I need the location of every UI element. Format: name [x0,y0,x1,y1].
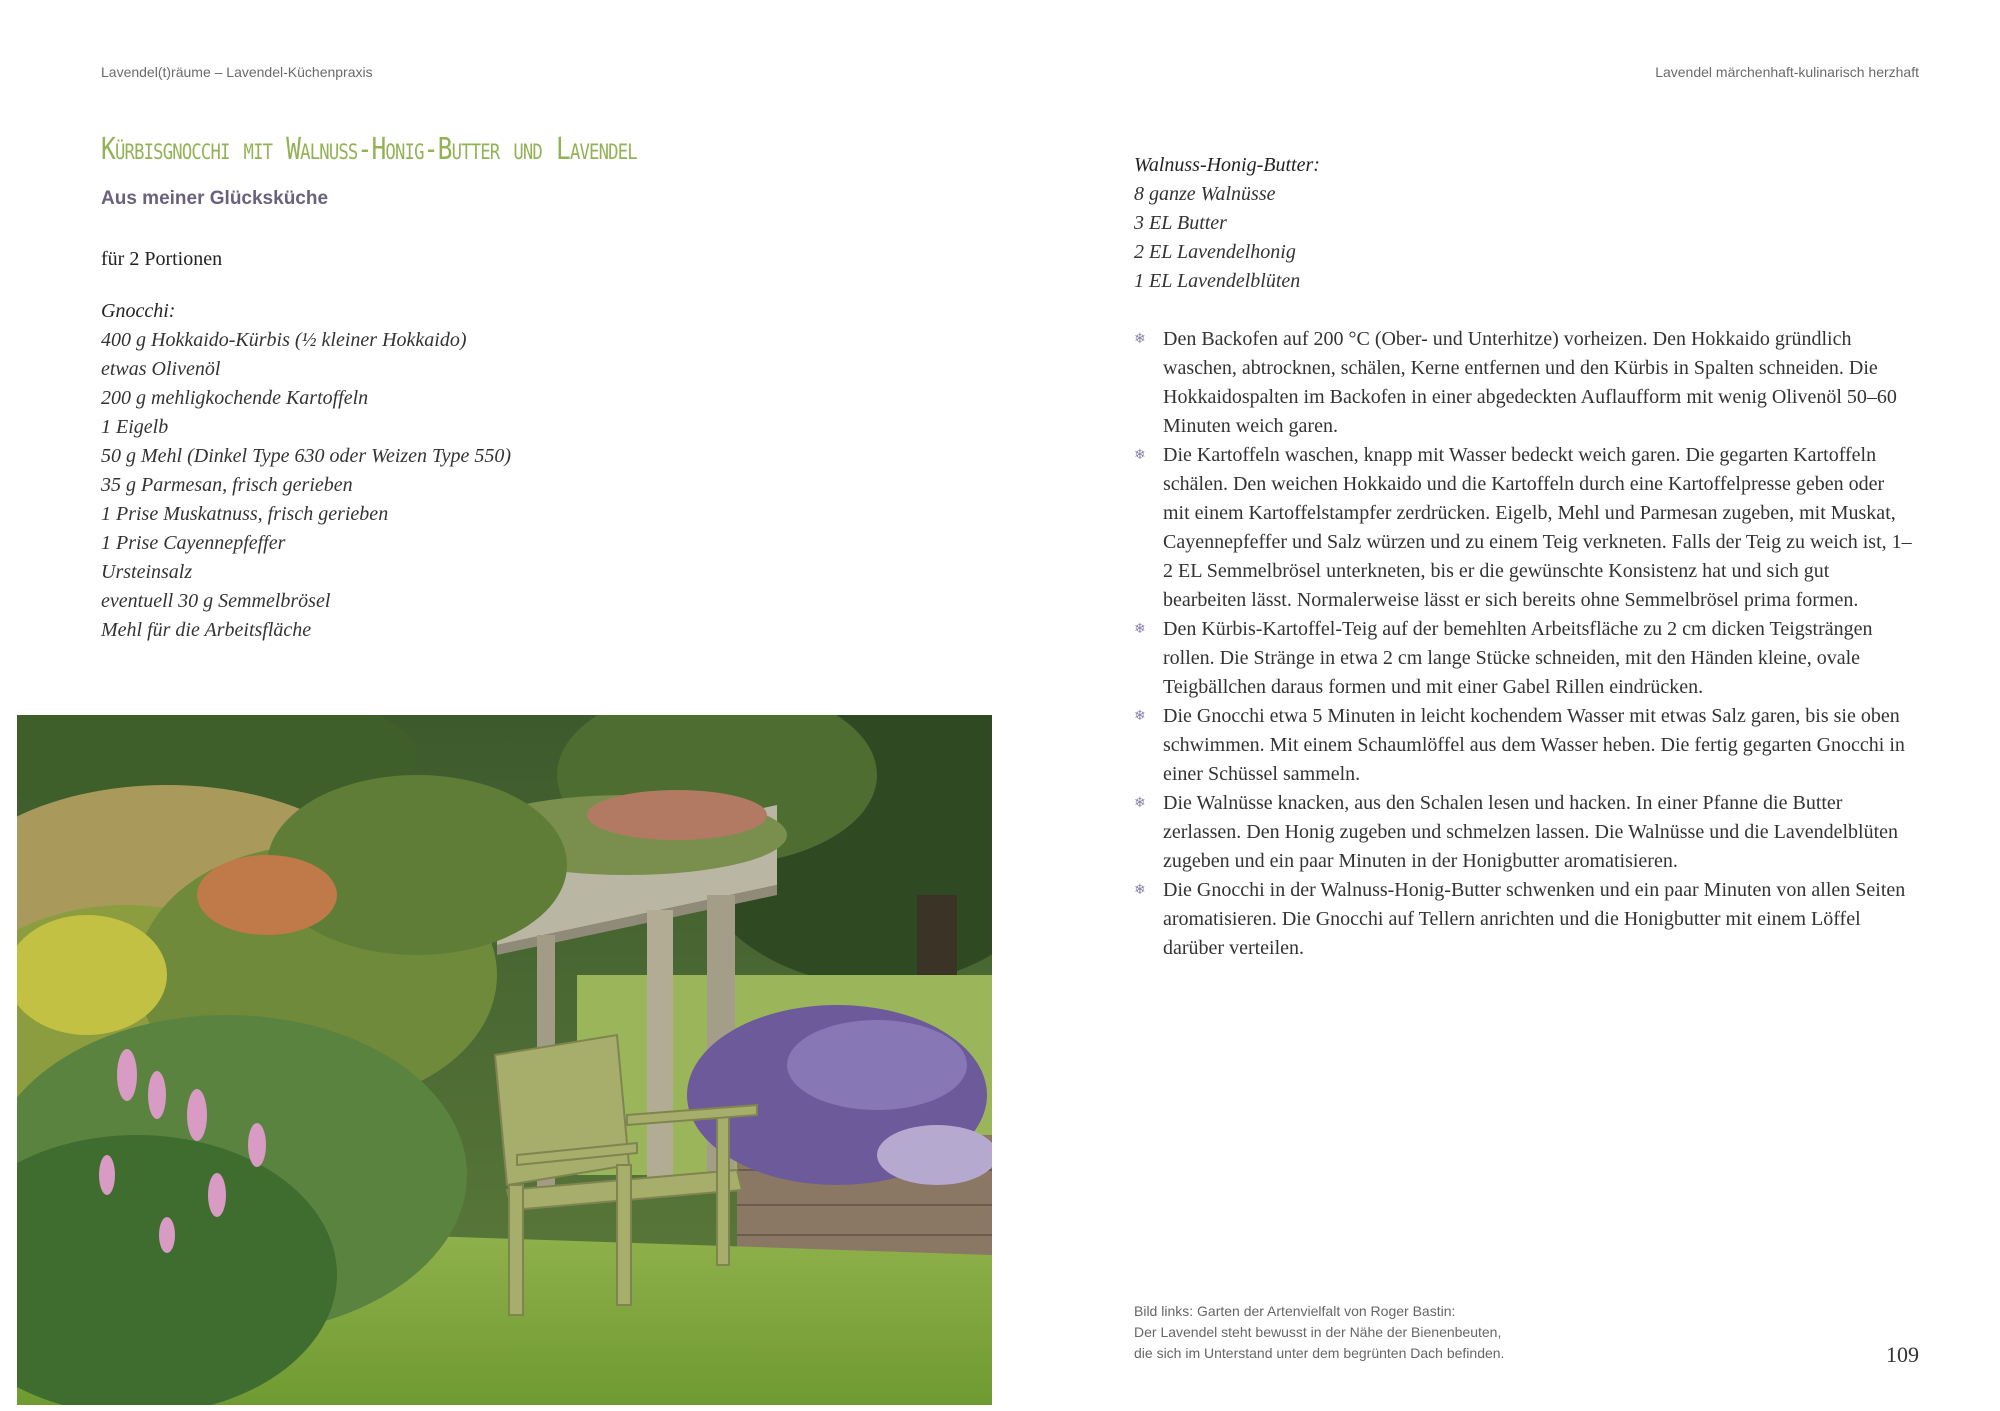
step-text: Den Backofen auf 200 °C (Ober- und Unterhitze) vorheizen. Den Hokkaido gründlich waschen, abtrocknen, schälen, Kerne entfernen und den Kürbis in Spalten schneiden. Die Hokkaidospalten im Backofen in einer abgedeckten Auflaufform mit wenig Olivenöl 50–60 Minuten weich garen. [1163,328,1897,437]
ingredient-item: Ursteinsalz [101,561,193,583]
ingredient-item: 1 Eigelb [101,416,169,438]
ingredient-item: eventuell 30 g Semmelbrösel [101,590,331,612]
caption-line: Der Lavendel steht bewusst in der Nähe der Bienenbeuten, [1134,1324,1502,1340]
caption-line: Bild links: Garten der Artenvielfalt von Roger Bastin: [1134,1303,1456,1319]
step-item [1134,702,1914,789]
snowflake-icon: ❄ [1134,796,1146,811]
step-item [1134,441,1914,615]
page-number: 109 [1886,1342,1919,1367]
gnocchi-ingredients [101,297,511,645]
step-item [1134,615,1914,702]
preparation-steps [1134,325,1914,963]
step-text: Die Walnüsse knacken, aus den Schalen lesen und hacken. In einer Pfanne die Butter zerlassen. Den Honig zugeben und schmelzen lassen. Die Walnüsse und die Lavendelblüten zugeben und ein paar Minuten in der Honigbutter aromatisieren. [1163,792,1899,872]
ingredient-item: 1 EL Lavendelblüten [1134,270,1301,292]
ingredient-item: etwas Olivenöl [101,358,221,380]
snowflake-icon: ❄ [1134,448,1146,463]
step-text: Die Gnocchi in der Walnuss-Honig-Butter schwenken und ein paar Minuten von allen Seiten aromatisieren. Die Gnocchi auf Tellern anrichten und die Honigbutter mit einem Löffel darüber verteilen. [1163,879,1906,959]
step-item [1134,876,1914,963]
ingredient-item: Mehl für die Arbeitsfläche [101,619,312,641]
snowflake-icon: ❄ [1134,332,1146,347]
step-text: Die Gnocchi etwa 5 Minuten in leicht kochendem Wasser mit etwas Salz garen, bis sie oben schwimmen. Mit einem Schaumlöffel aus dem Wasser heben. Die fertig gegarten Gnocchi in einer Schüssel sammeln. [1163,705,1905,785]
ingredient-item: 8 ganze Walnüsse [1134,183,1276,205]
ingredient-item: 3 EL Butter [1134,212,1227,234]
ingredient-item: 400 g Hokkaido-Kürbis (½ kleiner Hokkaido) [101,329,467,351]
ingredient-item: 2 EL Lavendelhonig [1134,241,1296,263]
portions-label: für 2 Portionen [101,248,223,270]
butter-heading: Walnuss-Honig-Butter: [1134,154,1320,176]
gnocchi-heading: Gnocchi: [101,300,176,322]
recipe-title: Kürbisgnocchi mit Walnuss-Honig-Butter und Lavendel [101,132,637,167]
ingredient-item: 50 g Mehl (Dinkel Type 630 oder Weizen Type 550) [101,445,512,467]
step-item [1134,325,1914,441]
running-header-left: Lavendel(t)räume – Lavendel-Küchenpraxis [101,64,373,80]
running-header-right: Lavendel märchenhaft-kulinarisch herzhaft [1655,64,1919,80]
ingredient-item: 1 Prise Cayennepfeffer [101,532,286,554]
ingredient-item: 1 Prise Muskatnuss, frisch gerieben [101,503,389,525]
recipe-subtitle: Aus meiner Glücksküche [101,188,329,209]
photo-caption [1134,1301,1504,1364]
step-item [1134,789,1914,876]
caption-line: die sich im Unterstand unter dem begrünten Dach befinden. [1134,1345,1505,1361]
ingredient-item: 200 g mehligkochende Kartoffeln [101,387,369,409]
garden-photo [17,715,992,1405]
snowflake-icon: ❄ [1134,709,1146,724]
step-text: Den Kürbis-Kartoffel-Teig auf der bemehlten Arbeitsfläche zu 2 cm dicken Teigsträngen rollen. Die Stränge in etwa 2 cm lange Stücke schneiden, mit den Händen kleine, ovale Teigbällchen daraus formen und mit einer Gabel Rillen eindrücken. [1163,618,1873,698]
snowflake-icon: ❄ [1134,883,1146,898]
snowflake-icon: ❄ [1134,622,1146,637]
ingredient-item: 35 g Parmesan, frisch gerieben [101,474,353,496]
butter-ingredients [1134,151,1320,296]
step-text: Die Kartoffeln waschen, knapp mit Wasser bedeckt weich garen. Die gegarten Kartoffeln schälen. Den weichen Hokkaido und die Kartoffeln durch eine Kartoffelpresse geben oder mit einem Kartoffelstampfer zerdrücken. Eigelb, Mehl und Parmesan zugeben, mit Muskat, Cayennepfeffer und Salz würzen und zu einem Teig verkneten. Falls der Teig zu weich ist, 1–2 EL Semmelbrösel unterkneten, bis er die gewünschte Konsistenz hat und sich gut bearbeiten lässt. Normalerweise lässt er sich bereits ohne Semmelbrösel prima formen. [1163,444,1912,611]
